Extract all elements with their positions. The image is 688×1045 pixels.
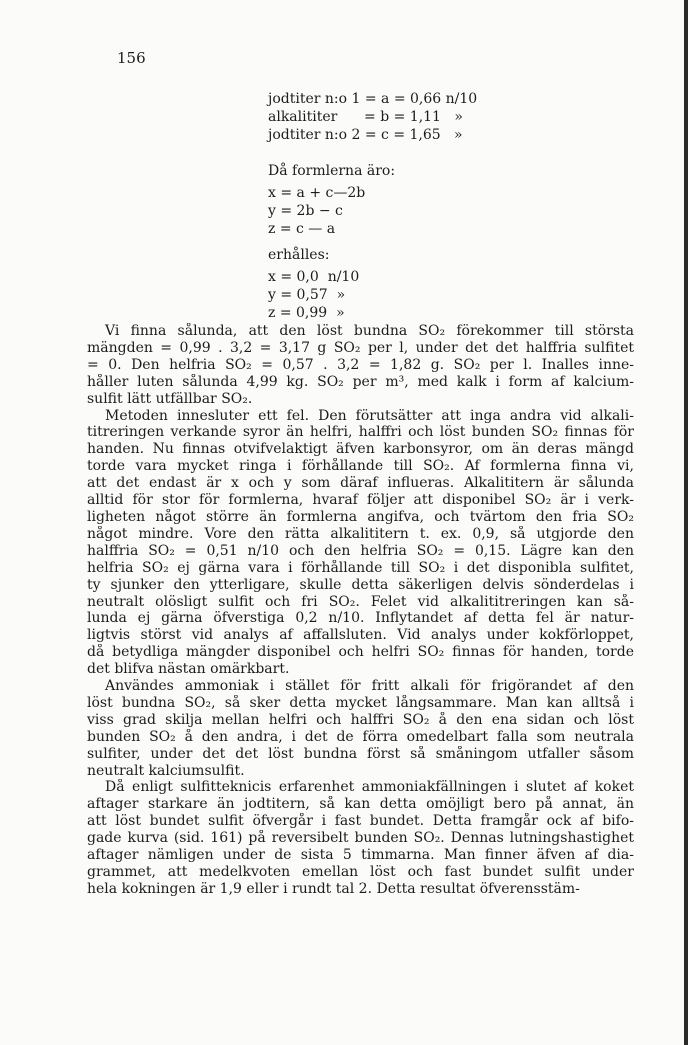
formula-line: z = c — a xyxy=(268,221,336,237)
text-line: att det endast är x och y som däraf influeras. Alkalititern är sålunda xyxy=(87,475,634,492)
text-line: det blifva nästan omärkbart. xyxy=(87,661,290,678)
text-line: att löst bundet sulfit öfvergår i fast bundet. Detta framgår ock af bifo- xyxy=(87,813,634,830)
formula-line: x = a + c—2b xyxy=(268,185,366,201)
text-line: ty sjunker den ytterligare, skulle detta säkerligen delvis sönderdelas i xyxy=(87,576,634,593)
text-line: bunden SO₂ å den andra, i det de förra omedelbart falla som neutrala xyxy=(87,728,634,745)
text-line: viss grad skilja mellan helfri och halffri SO₂ å den ena sidan och löst xyxy=(87,711,634,728)
text-line: alltid för stor för formlerna, hvaraf följer att disponibel SO₂ är i verk- xyxy=(87,492,634,509)
text-line: neutralt kalciumsulfit. xyxy=(87,762,245,779)
formula-line: alkalititer = b = 1,11 » xyxy=(268,109,463,125)
text-line: Vi finna sålunda, att den löst bundna SO₂ förekommer till största xyxy=(105,323,634,339)
formula-intro-text: Då formlerna äro: xyxy=(268,163,396,179)
text-line: aftager nämligen under de sista 5 timmarna. Man finner äfven af dia- xyxy=(87,847,634,864)
text-line: något mindre. Vore den rätta alkalititern t. ex. 0,9, så utgjorde den xyxy=(87,525,634,542)
text-line: mängden = 0,99 . 3,2 = 3,17 g SO₂ per l, under det det halffria sulfitet xyxy=(87,339,634,356)
result-intro xyxy=(268,246,528,264)
text-line: Då enligt sulfitteknicis erfarenhet ammoniakfällningen i slutet af koket xyxy=(105,779,634,796)
formula-definitions xyxy=(268,184,528,238)
text-line: gade kurva (sid. 161) på reversibelt bunden SO₂. Dennas lutningshastighet xyxy=(87,830,634,847)
text-line: ligtvis störst vid analys af affallsluten. Vid analys under kokförloppet, xyxy=(87,627,634,644)
text-line: titreringen verkande syror än helfri, halffri och löst bunden SO₂ finnas för xyxy=(87,424,634,441)
text-line: helfria SO₂ ej gärna vara i förhållande till SO₂ i det disponibla sulfitet, xyxy=(87,559,634,576)
text-line: sulfit lätt utfällbar SO₂. xyxy=(87,390,253,407)
body-text xyxy=(87,323,634,898)
text-line: Användes ammoniak i stället för fritt alkali för frigörandet af den xyxy=(105,678,634,695)
text-line: grammet, att medelkvoten emellan löst och fast bundet sulfit under xyxy=(87,864,634,880)
formula-intro xyxy=(268,162,528,180)
titration-values xyxy=(268,90,528,144)
formula-line: jodtiter n:o 1 = a = 0,66 n/10 xyxy=(268,91,478,107)
text-line: sulfiter, under det det löst bundna först så småningom utfaller såsom xyxy=(87,745,634,762)
paragraph xyxy=(87,678,634,779)
text-line: = 0. Den helfria SO₂ = 0,57 . 3,2 = 1,82 g. SO₂ per l. Inalles inne- xyxy=(87,356,634,373)
result-values xyxy=(268,268,528,322)
formula-line: z = 0,99 » xyxy=(268,305,345,321)
text-line: lunda ej gärna öfverstiga 0,2 n/10. Inflytandet af detta fel är natur- xyxy=(87,610,634,627)
formula-line: y = 0,57 » xyxy=(268,287,346,303)
text-line: Metoden innesluter ett fel. Den förutsätter att inga andra vid alkali- xyxy=(105,407,634,424)
text-line: handen. Nu finnas otvifvelaktigt äfven karbonsyror, om än deras mängd xyxy=(87,441,634,458)
text-line: ligheten något större än formlerna angifva, och tvärtom den fria SO₂ xyxy=(87,508,634,525)
formula-line: y = 2b − c xyxy=(268,203,343,219)
text-line: torde vara mycket ringa i förhållande till SO₂. Af formlerna finna vi, xyxy=(87,458,634,475)
result-intro-text: erhålles: xyxy=(268,247,330,263)
text-line: neutralt olösligt sulfit och fri SO₂. Felet vid alkalititreringen kan så- xyxy=(87,593,634,610)
text-line: löst bundna SO₂, så sker detta mycket långsammare. Man kan alltså i xyxy=(87,694,634,711)
formula-line: jodtiter n:o 2 = c = 1,65 » xyxy=(268,127,463,143)
paragraph xyxy=(87,323,634,408)
text-line: halffria SO₂ = 0,51 n/10 och den helfria SO₂ = 0,15. Lägre kan den xyxy=(87,542,634,559)
paragraph xyxy=(87,779,634,897)
text-line: håller luten sålunda 4,99 kg. SO₂ per m³, med kalk i form af kalcium- xyxy=(87,373,634,390)
paragraph xyxy=(87,408,634,679)
text-line: hela kokningen är 1,9 eller i rundt tal 2. Detta resultat öfverensstäm- xyxy=(87,880,580,897)
text-line: då betydliga mängder disponibel och helfri SO₂ finnas för handen, torde xyxy=(87,644,634,661)
text-line: aftager starkare än jodtitern, så kan detta omöjligt bero på annat, än xyxy=(87,796,634,813)
formula-line: x = 0,0 n/10 xyxy=(268,269,360,285)
page-number: 156 xyxy=(117,49,146,67)
